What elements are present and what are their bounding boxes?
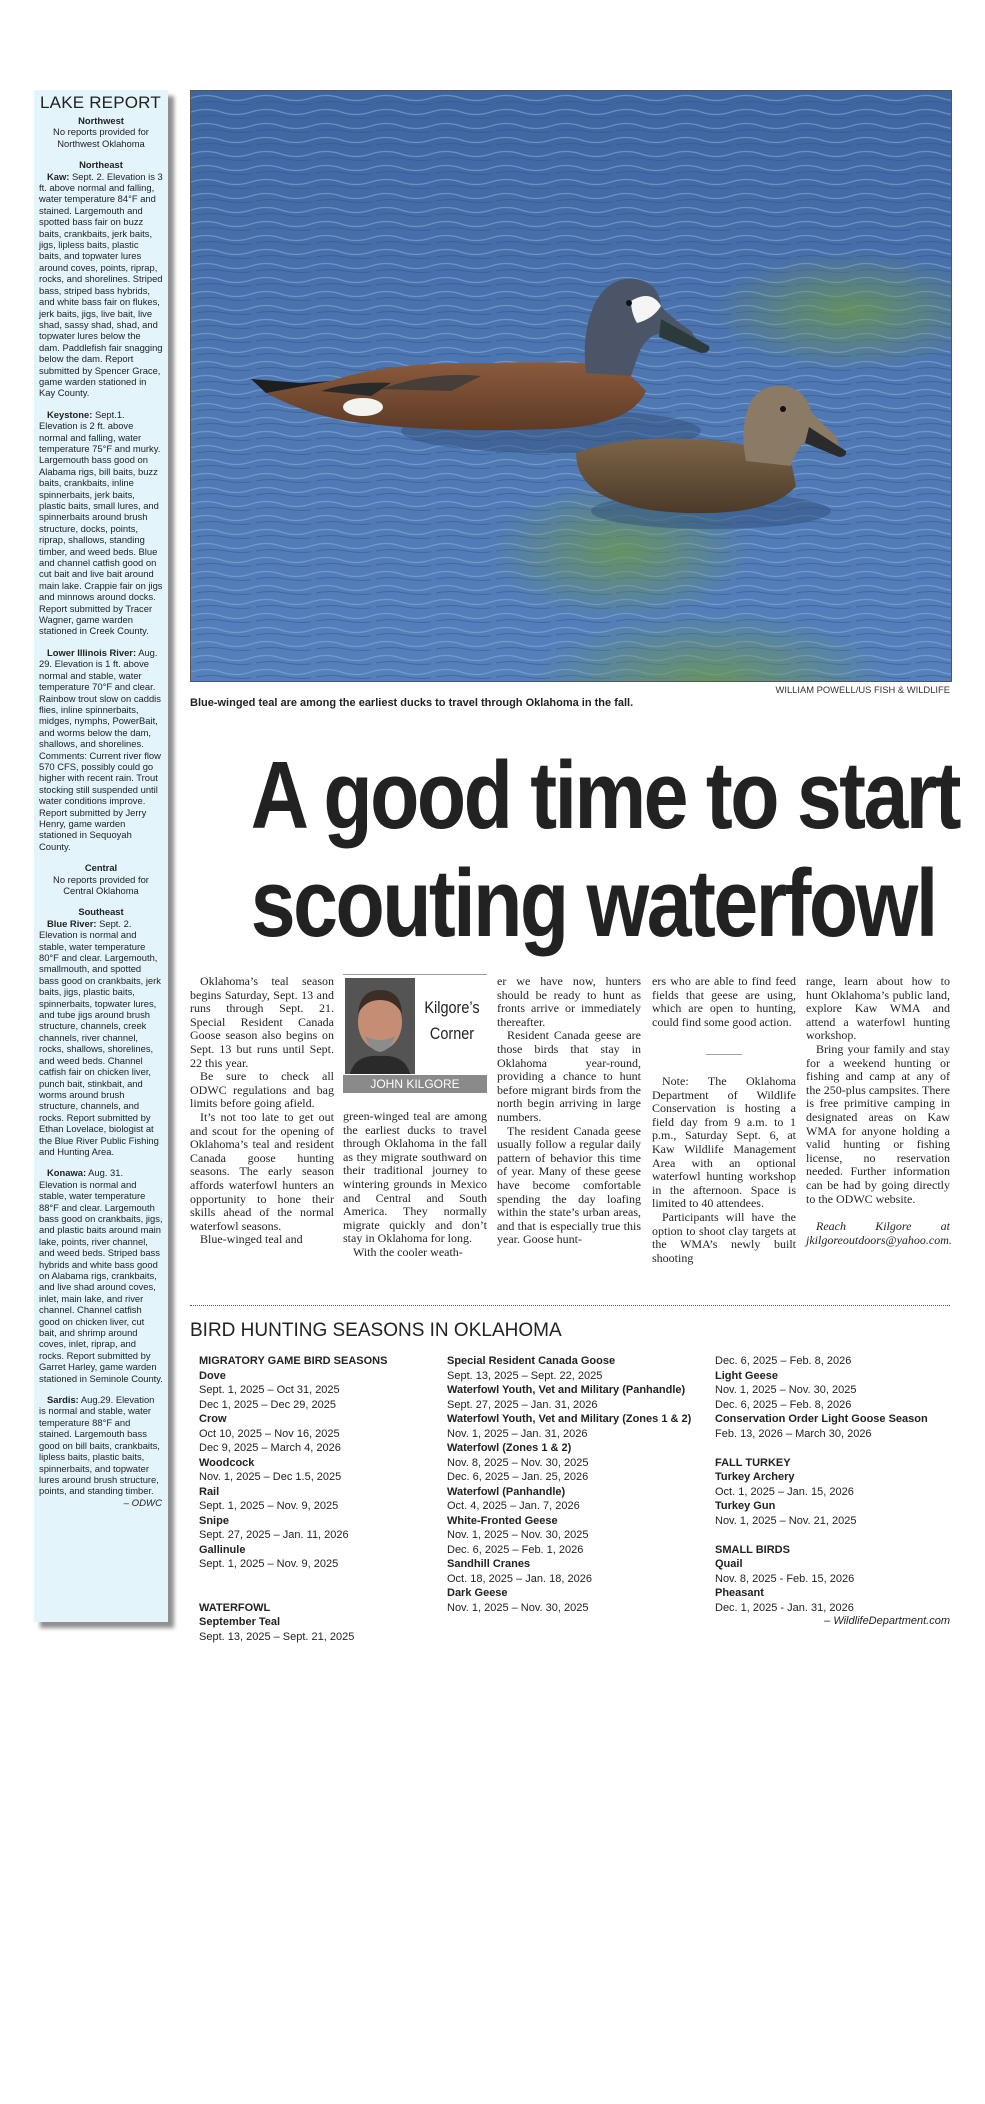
season-heading: Waterfowl Youth, Vet and Military (Panhandle): [447, 1384, 686, 1396]
season-heading: September Teal: [199, 1616, 281, 1628]
report-keystone: [34, 409, 168, 637]
season-dates: Sept. 1, 2025 – Oct 31, 2025: [199, 1384, 340, 1396]
lake-report-sidebar: [34, 90, 168, 1622]
seasons-column-1: [199, 1354, 439, 1644]
northwest-text: No reports provided for Northwest Oklahoma: [53, 126, 149, 149]
headline-line-1: A good time to start: [250, 742, 959, 849]
report-keystone-name: Keystone:: [47, 408, 93, 420]
season-heading: Rail: [199, 1485, 220, 1498]
season-dates: Nov. 1, 2025 – Nov. 30, 2025: [447, 1529, 589, 1541]
region-southeast: Southeast: [78, 906, 124, 918]
season-dates: Dec. 6, 2025 – Feb. 1, 2026: [447, 1543, 584, 1556]
region-northeast: Northeast: [79, 159, 123, 171]
column-title-line-2: Corner: [429, 1024, 475, 1043]
report-lower-illinois-text: Aug. 29. Elevation is 1 ft. above normal and stable, water temperature 70°F and clear. Rainbow trout slow on caddis flies, inline spinnerbaits, midges, nymphs, PowerBait, and worms below the dam, shallows, and shorelines. Comments: Current river flow 570 CFS, possibly could go higher with recent rain. Trout stocking still suspended until water conditions improve. Report submitted by Jerry Henry, game warden stationed in Sequoyah County.: [39, 646, 161, 852]
report-konawa-text: Aug. 31. Elevation is normal and stable, water temperature 88°F and clear. Largemouth bass good on crankbaits, jigs, and plastic baits around main lake, points, river channel, and weed beds. Striped bass hybrids and white bass good on Alabama rigs, crankbaits, and live shad around coves, inlet, main lake, and river channel. Channel catfish good on chicken liver, cut bait, and shrimp around coves, inlet, riprap, and rocks. Report submitted by Garret Harley, game warden stationed in Seminole County.: [39, 1167, 163, 1384]
teal-photo: [190, 90, 952, 682]
article-paragraph: green-winged teal are among the earliest ducks to travel through Oklahoma in the fall as they migrate southward on their traditional journey to wintering grounds in Mexico and Central and South America. They normally migrate quickly and don’t stay in Oklahoma for long.: [343, 1109, 487, 1246]
photo-credit: WILLIAM POWELL/US FISH & WILDLIFE: [775, 684, 950, 695]
article-paragraph: The resident Canada geese usually follow a regular daily pattern of behavior this time of year. Many of these geese have become comfortable spending the day loafing within the state’s urban areas, and that is especially true this year. Goose hunt-: [497, 1123, 641, 1247]
author-photo: [345, 978, 415, 1074]
report-konawa: [34, 1167, 168, 1384]
season-dates: Nov. 1, 2025 – Nov. 30, 2025: [447, 1601, 589, 1614]
article-column-3: [497, 975, 641, 1247]
season-heading: White-Fronted Geese: [447, 1514, 558, 1527]
article-paragraph: range, learn about how to hunt Oklahoma’s public land, explore Kaw WMA and attend a waterfowl hunting workshop.: [806, 974, 950, 1043]
report-kaw: [34, 171, 168, 399]
report-lower-illinois: [34, 647, 168, 852]
season-heading: Special Resident Canada Goose: [447, 1355, 616, 1367]
region-central: Central: [84, 862, 118, 874]
season-dates: Oct. 1, 2025 – Jan. 15, 2026: [715, 1485, 854, 1498]
season-dates: Nov. 1, 2025 – Jan. 31, 2026: [447, 1427, 588, 1440]
season-heading: Crow: [199, 1413, 227, 1425]
season-dates: Sept. 27, 2025 – Jan. 11, 2026: [199, 1529, 349, 1541]
season-heading: WATERFOWL: [199, 1601, 271, 1614]
season-dates: Nov. 8, 2025 – Nov. 30, 2025: [447, 1456, 589, 1469]
central-text: No reports provided for Central Oklahoma: [53, 873, 149, 896]
article-column-5: [806, 975, 950, 1247]
column-title-line-1: Kilgore’s: [424, 998, 480, 1017]
column-title: [424, 995, 480, 1047]
article-column-4: [652, 975, 796, 1265]
report-blue-river-name: Blue River:: [47, 917, 97, 929]
author-contact: Reach Kilgore at jkilgoreoutdoors@yahoo.com.: [806, 1219, 952, 1247]
report-blue-river: [34, 918, 168, 1158]
article-paragraph: Bring your family and stay for a weekend hunting or fishing and camp at any of the 250-plus campsites. There is free primitive camping in designated areas on Kaw WMA for anyone holding a valid hunting or fishing license, no reservation needed. Further information can be had by going directly to the ODWC website.: [806, 1041, 950, 1206]
lake-report-title: LAKE REPORT: [40, 93, 161, 112]
article-paragraph: Participants will have the option to shoot clay targets at the WMA’s newly built shooting: [652, 1209, 796, 1265]
season-dates: Dec. 6, 2025 – Feb. 8, 2026: [715, 1355, 852, 1367]
season-spacer: [715, 1528, 955, 1543]
article-paragraph: Note: The Oklahoma Department of Wildlife Conservation is hosting a field day from 9 a.m. to 1 p.m., Saturday Sept. 6, at Kaw Wildlife Management Area with an optional waterfowl hunting workshop in the afternoon. Space is limited to 40 attendees.: [652, 1073, 796, 1211]
season-dates: Sept. 13, 2025 – Sept. 21, 2025: [199, 1630, 355, 1643]
season-dates: Nov. 8, 2025 - Feb. 15, 2026: [715, 1572, 855, 1585]
season-heading: Conservation Order Light Goose Season: [715, 1413, 928, 1425]
season-heading: Waterfowl (Zones 1 & 2): [447, 1442, 572, 1454]
season-heading: Waterfowl Youth, Vet and Military (Zones 1 & 2): [447, 1413, 692, 1425]
season-dates: Sept. 13, 2025 – Sept. 22, 2025: [447, 1369, 603, 1382]
season-heading: Light Geese: [715, 1369, 778, 1382]
article-paragraph: Blue-winged teal and: [200, 1232, 303, 1247]
season-dates: Feb. 13, 2026 – March 30, 2026: [715, 1427, 872, 1440]
season-spacer: [199, 1586, 439, 1601]
seasons-column-3: [715, 1354, 955, 1615]
season-dates: Oct 10, 2025 – Nov 16, 2025: [199, 1427, 340, 1440]
season-dates: Nov. 1, 2025 – Nov. 21, 2025: [715, 1514, 857, 1527]
seasons-title: BIRD HUNTING SEASONS IN OKLAHOMA: [190, 1320, 562, 1341]
report-sardis-text: Aug.29. Elevation is normal and stable, water temperature 88°F and stained. Largemouth bass good on bill baits, crankbaits, lipless baits, plastic baits, spinnerbaits, and topwater lures around brush structure, points, and standing timber.: [39, 1394, 160, 1497]
season-dates: Sept. 1, 2025 – Nov. 9, 2025: [199, 1500, 339, 1512]
article-column-2: [343, 1110, 487, 1260]
season-heading: Woodcock: [199, 1456, 255, 1469]
report-sardis-name: Sardis:: [47, 1394, 79, 1406]
season-dates: Dec 9, 2025 – March 4, 2026: [199, 1442, 341, 1454]
season-heading: Dove: [199, 1369, 226, 1382]
kilgores-corner-header: [343, 974, 487, 1095]
headline: [250, 742, 959, 958]
season-heading: Turkey Gun: [715, 1500, 776, 1512]
report-lower-illinois-name: Lower Illinois River:: [47, 646, 137, 658]
season-heading: Pheasant: [715, 1587, 764, 1599]
article-paragraph: Oklahoma’s teal season begins Saturday, Sept. 13 and runs through Sept. 21. Special Resident Canada Goose season also begins on Sept. 13 but runs until Sept. 22 this year.: [190, 974, 334, 1070]
season-heading: Turkey Archery: [715, 1471, 795, 1483]
article-column-1: [190, 975, 334, 1247]
season-dates: Sept. 1, 2025 – Nov. 9, 2025: [199, 1558, 339, 1570]
lake-report-credit: – ODWC: [123, 1497, 162, 1509]
report-sardis: [34, 1394, 168, 1497]
article-paragraph: Resident Canada geese are those birds that stay in Oklahoma year-round, providing a chance to hunt before migrant birds from the north begin arriving in large numbers.: [497, 1028, 641, 1124]
season-heading: FALL TURKEY: [715, 1456, 791, 1469]
article-paragraph: With the cooler weath-: [353, 1244, 463, 1259]
season-dates: Nov. 1, 2025 – Dec 1.5, 2025: [199, 1471, 342, 1483]
report-kaw-text: Sept. 2. Elevation is 3 ft. above normal and falling, water temperature 84°F and stained. Largemouth and spotted bass fair on buzz baits, crankbaits, jerk baits, jigs, lipless baits, plastic baits, and topwater lures around coves, points, riprap, rocks, and shorelines. Striped bass, striped bass hybrids, and white bass fair on flukes, jerk baits, jigs, live bait, live shad, sassy shad, shad, and topwater lures below the dam. Paddlefish fair snagging below the dam. Report submitted by Spencer Grace, game warden stationed in Kay County.: [39, 170, 163, 399]
season-dates: Dec. 6, 2025 – Jan. 25, 2026: [447, 1471, 589, 1483]
season-heading: SMALL BIRDS: [715, 1543, 790, 1556]
author-name: JOHN KILGORE: [343, 1075, 487, 1093]
article-paragraph: ers who are able to find feed fields that geese are using, which are open to hunting, could find some good action.: [652, 974, 796, 1029]
season-heading: Dark Geese: [447, 1587, 508, 1599]
season-dates: Dec. 6, 2025 – Feb. 8, 2026: [715, 1398, 852, 1411]
season-heading: Gallinule: [199, 1543, 246, 1556]
season-dates: Oct. 4, 2025 – Jan. 7, 2026: [447, 1500, 580, 1512]
season-dates: Dec 1, 2025 – Dec 29, 2025: [199, 1398, 336, 1411]
season-dates: Dec. 1, 2025 - Jan. 31, 2026: [715, 1601, 854, 1614]
report-blue-river-text: Sept. 2. Elevation is normal and stable, water temperature 80°F and clear. Largemouth, smallmouth, and spotted bass good on crankbaits, jerk baits, jigs, plastic baits, spinnerbaits, topwater lures, and tube jigs around brush structure, channels, creek channels, river channel, rocks, shallows, shorelines, and weed beds. Channel catfish fair on chicken liver, punch bait, stinkbait, and worms around brush structure, channels, and rocks. Report submitted by Ethan Lovelace, biologist at the Blue River Public Fishing and Hunting Area.: [39, 917, 161, 1157]
season-heading: MIGRATORY GAME BIRD SEASONS: [199, 1355, 388, 1367]
seasons-column-2: [447, 1354, 695, 1615]
section-divider-dotted: [190, 1305, 950, 1306]
article-paragraph: Be sure to check all ODWC regulations and bag limits before going afield.: [190, 1069, 334, 1111]
teal-photo-illustration: [191, 91, 951, 681]
report-keystone-text: Sept.1. Elevation is 2 ft. above normal and falling, water temperature 75°F and murky. Largemouth bass good on Alabama rigs, bill baits, buzz baits, crankbaits, inline spinnerbaits, jerk baits, plastic baits, small lures, and spinnerbaits around brush structure, docks, points, riprap, shallows, standing timber, and weed beds. Blue and channel catfish good on cut bait and live bait around main lake. Crappie fair on jigs and minnows around docks. Report submitted by Tracer Wagner, game warden stationed in Creek County.: [39, 408, 163, 637]
season-spacer: [199, 1572, 439, 1587]
season-dates: Oct. 18, 2025 – Jan. 18, 2026: [447, 1572, 592, 1585]
season-dates: Sept. 27, 2025 – Jan. 31, 2026: [447, 1398, 598, 1411]
article-paragraph: It’s not too late to get out and scout for the opening of Oklahoma’s teal and resident Canada goose hunting seasons. The early season affords waterfowl hunters an opportunity to hone their skills ahead of the normal waterfowl seasons.: [190, 1109, 334, 1233]
seasons-credit: – WildlifeDepartment.com: [824, 1615, 950, 1627]
report-konawa-name: Konawa:: [47, 1167, 87, 1179]
region-northwest: Northwest: [78, 115, 124, 126]
season-heading: Snipe: [199, 1514, 229, 1527]
report-kaw-name: Kaw:: [47, 170, 70, 182]
season-heading: Quail: [715, 1558, 743, 1570]
season-dates: Nov. 1, 2025 – Nov. 30, 2025: [715, 1384, 857, 1396]
season-heading: Waterfowl (Panhandle): [447, 1485, 566, 1498]
author-portrait: [345, 978, 415, 1074]
photo-caption: Blue-winged teal are among the earliest ducks to travel through Oklahoma in the fall.: [190, 697, 634, 709]
season-heading: Sandhill Cranes: [447, 1558, 531, 1570]
season-spacer: [715, 1441, 955, 1456]
article-paragraph: er we have now, hunters should be ready to hunt as fronts arrive or immediately thereafter.: [497, 974, 641, 1029]
headline-line-2: scouting waterfowl: [250, 850, 936, 957]
section-divider: ———: [706, 1046, 742, 1061]
